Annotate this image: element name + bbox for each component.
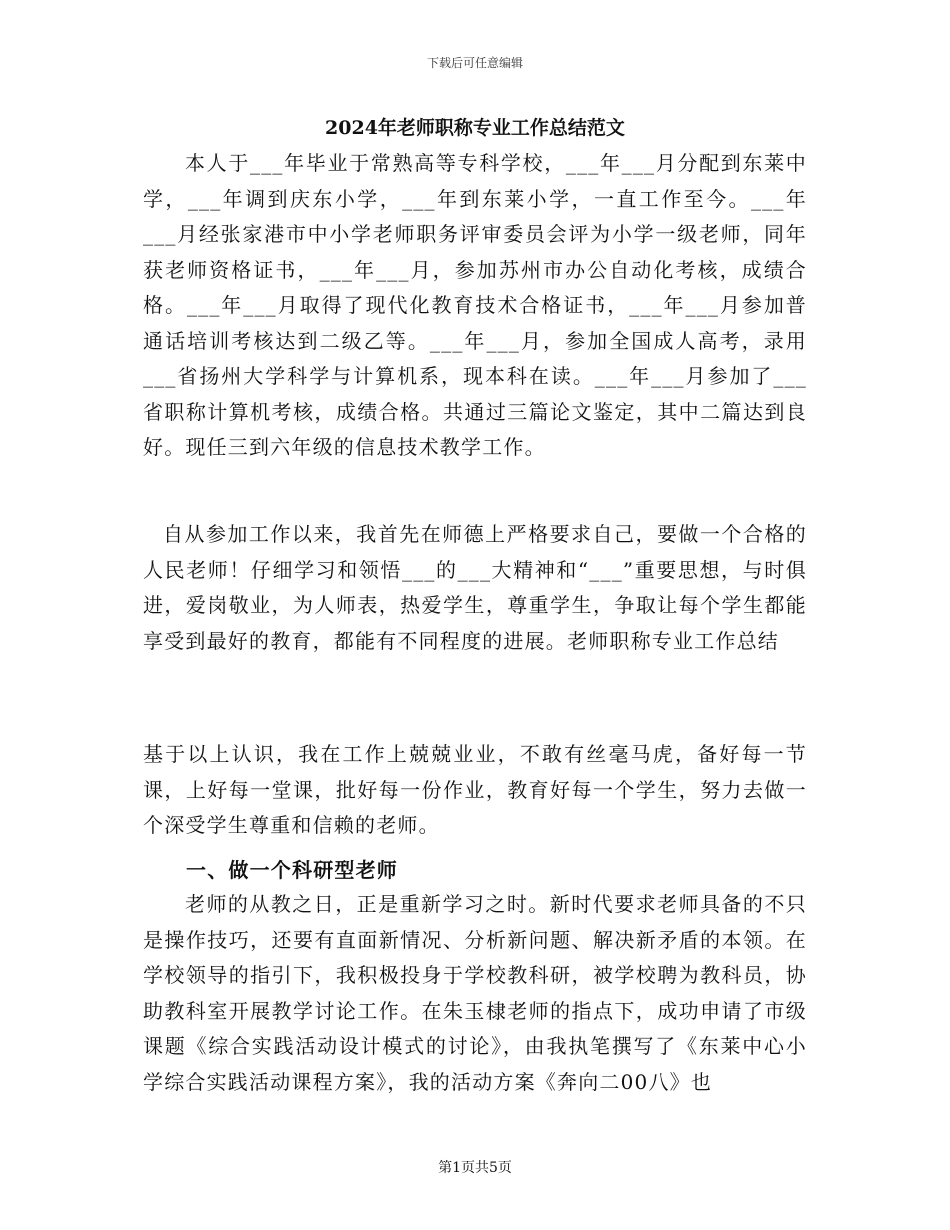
paragraph-3-text: 基于以上认识，我在工作上兢兢业业，不敢有丝毫马虎，备好每一节课，上好每一堂课，批好每一份作业，教育好每一个学生，努力去做一个深受学生尊重和信赖的老师。	[143, 742, 807, 837]
paragraph-2	[143, 517, 807, 659]
section-heading-1: 一、做一个科研型老师	[186, 858, 398, 882]
document-title: 2024年老师职称专业工作总结范文	[325, 117, 625, 139]
page-footer: 第1页共5页	[438, 1160, 512, 1176]
header-note: 下载后可任意编辑	[426, 56, 523, 70]
paragraph-1	[143, 146, 807, 466]
paragraph-4	[143, 887, 807, 1100]
paragraph-4-text: 老师的从教之日，正是重新学习之时。新时代要求老师具备的不只是操作技巧，还要有直面新情况、分析新问题、解决新矛盾的本领。在学校领导的指引下，我积极投身于学校教科研，被学校聘为教科员，协助教科室开展教学讨论工作。在朱玉棣老师的指点下，成功申请了市级课题《综合实践活动设计模式的讨论》，由我执笔撰写了《东莱中心小学综合实践活动课程方案》，我的活动方案《奔向二00八》也	[143, 892, 807, 1094]
paragraph-1-text: 本人于___年毕业于常熟高等专科学校，___年___月分配到东莱中学，___年调到庆东小学，___年到东莱小学，一直工作至今。___年___月经张家港市中小学老师职务评审委员会评为小学一级老师，同年获老师资格证书，___年___月，参加苏州市办公自动化考核，成绩合格。___年___月取得了现代化教育技术合格证书，___年___月参加普通话培训考核达到二级乙等。___年___月，参加全国成人高考，录用___省扬州大学科学与计算机系，现本科在读。___年___月参加了___省职称计算机考核，成绩合格。共通过三篇论文鉴定，其中二篇达到良好。现任三到六年级的信息技术教学工作。	[143, 151, 807, 459]
paragraph-2-text: 自从参加工作以来，我首先在师德上严格要求自己，要做一个合格的人民老师！仔细学习和领悟___的___大精神和“___”重要思想，与时俱进，爱岗敬业，为人师表，热爱学生，尊重学生，争取让每个学生都能享受到最好的教育，都能有不同程度的进展。老师职称专业工作总结	[143, 522, 807, 653]
paragraph-3	[143, 737, 807, 844]
